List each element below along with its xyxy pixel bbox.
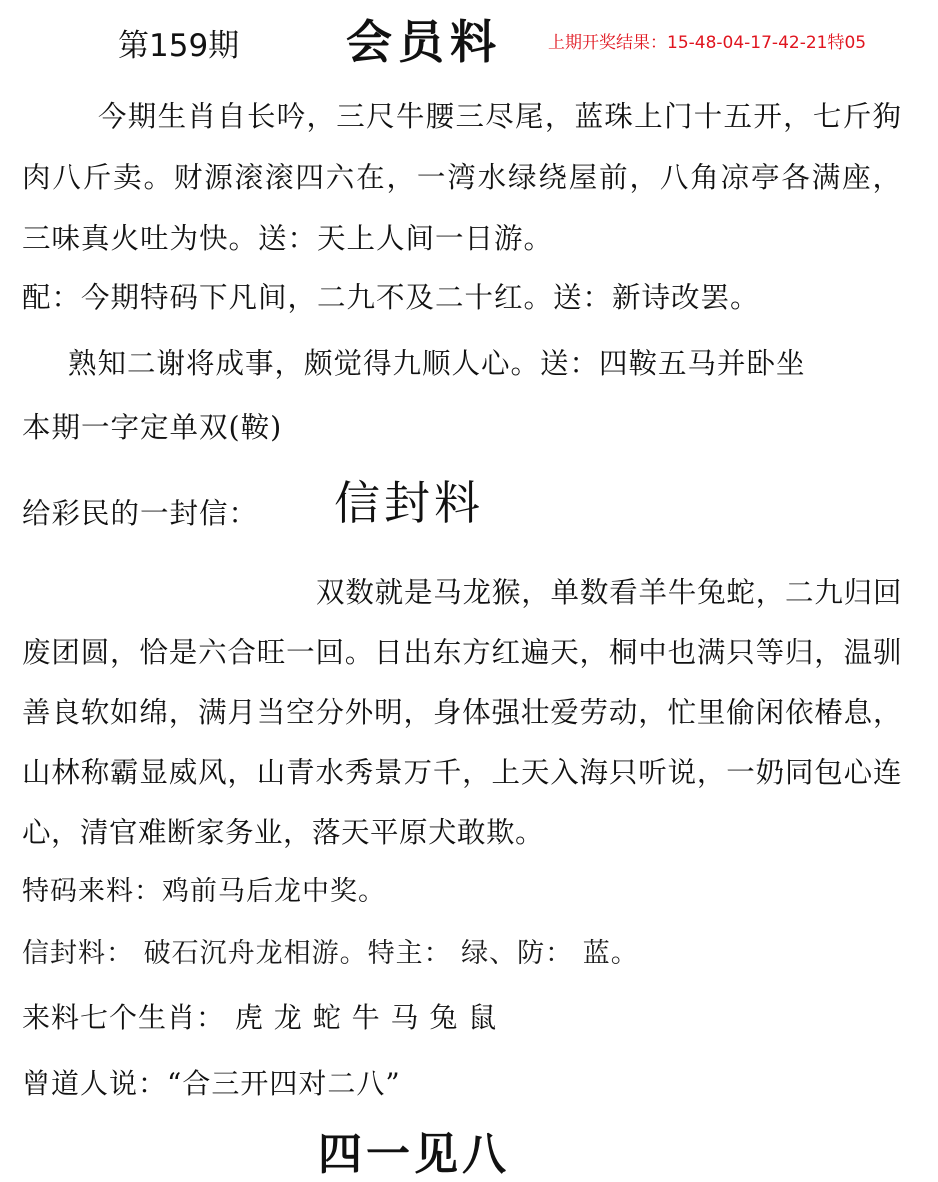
envelope-line: 信封料： 破石沉舟龙相游。特主： 绿、防： 蓝。 [22,938,639,969]
letter-body: 双数就是马龙猴，单数看羊牛兔蛇，二九归回废团圆，恰是六合旺一回。日出东方红遍天，桐中也满只等归，温驯善良软如绵，满月当空分外明，身体强壮爱劳动，忙里偷闲依椿息，山林称霸显威风，山青水秀景万千，上天入海只听说，一奶同包心连心，清官难断家务业，落天平原犬敢欺。 [22,576,902,849]
shu-line: 熟知二谢将成事，颇觉得九顺人心。送：四鞍五马并卧坐 [68,347,806,380]
issue-number: 第159期 [118,28,240,64]
letter-label: 给彩民的一封信： [22,497,259,530]
special-code-line: 特码来料：鸡前马后龙中奖。 [22,876,386,907]
last-draw-result: 上期开奖结果：15-48-04-17-42-21特05 [548,33,867,53]
seven-zodiac-line: 来料七个生肖： 虎 龙 蛇 牛 马 兔 鼠 [22,1001,498,1034]
envelope-title: 信封料 [334,476,484,530]
footer-title: 四一见八 [318,1129,510,1180]
taoist-saying-line: 曾道人说：“合三开四对二八” [22,1067,401,1100]
pei-line: 配：今期特码下凡间，二九不及二十红。送：新诗改罢。 [22,281,760,314]
member-poem: 今期生肖自长吟，三尺牛腰三尽尾，蓝珠上门十五开，七斤狗肉八斤卖。财源滚滚四六在，一湾水绿绕屋前，八角凉亭各满座，三味真火吐为快。送：天上人间一日游。 [22,100,902,255]
single-double-line: 本期一字定单双(鞍) [22,411,283,444]
page-title: 会员料 [346,15,502,69]
